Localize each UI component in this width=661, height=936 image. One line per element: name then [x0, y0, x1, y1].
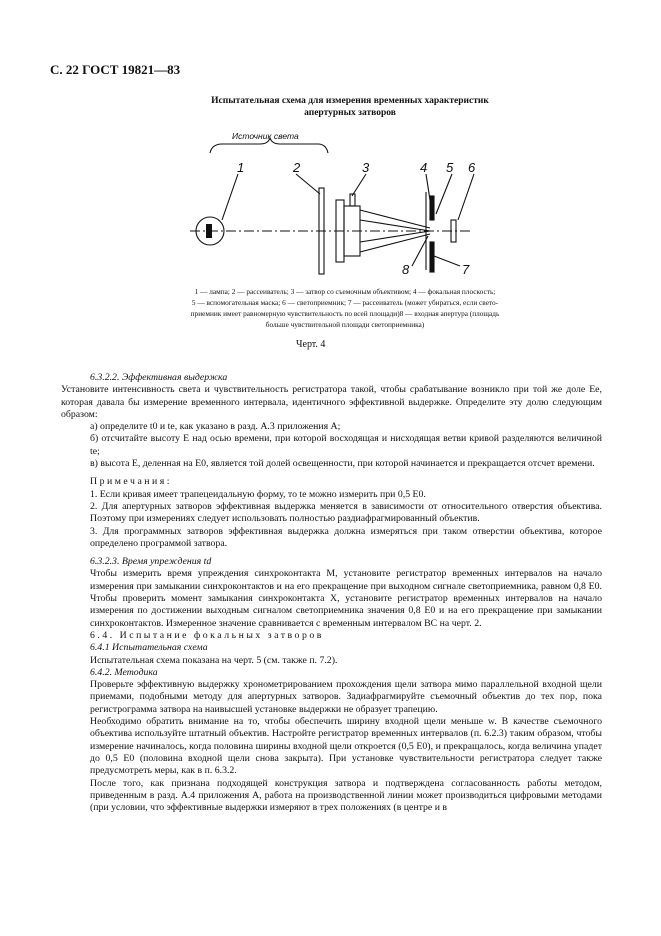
figure-title-line2: апертурных затворов [304, 108, 396, 118]
label-8: 8 [402, 262, 410, 277]
auxiliary-mask-lower [430, 242, 434, 272]
section-6323-para1: Чтобы измерить время упреждения синхроконтакта M, установите регистратор временных интервалов на начало измерения при замыкании синхроконтактов и на его прекращение при выходном сигнале светоприемника, равном 0,8 E0. Чтобы проверить момент замыкания синхроконтакта X, установите регистратор временных интервалов на начало измерения по достижении выходным сигналом светоприемника значения 0,8 E0 и на его прекращение при замыкании синхроконтактов. Измеренное значение сравнивается с временным интервалом ВС на черт. 2. [90, 568, 602, 629]
section-6322-item-b: б) отсчитайте высоту E над осью времени, при которой восходящая и нисходящая ветви кривой разделяются величиной te; [90, 433, 602, 457]
note-3: 3. Для программных затворов эффективная выдержка должна измеряться при таком отверстии объектива, которое определено программой затвора. [90, 525, 602, 549]
notes-title: Примечания: [90, 476, 173, 488]
section-642-para2: Необходимо обратить внимание на то, чтобы обеспечить ширину входной щели меньше w. В качестве съемочного объектива используйте штатный объектив. Настройте регистратор временных интервалов (п. 6.2.3) таким образом, чтобы измерение начиналось, когда половина ширины входной щели откроется (0,5 E0), и прекращалось, когда величина упадет до 0,5 E0 (половина входной щели снова закрыта). При установке чувствительности регистратора следует также предусмотреть меры, как в п. 6.3.2. [90, 716, 602, 777]
shutter-test-diagram [180, 128, 510, 278]
note-1: 1. Если кривая имеет трапецеидальную форму, то te можно измерить при 0,5 E0. [90, 488, 426, 500]
section-642-title: 6.4.2. Методика [90, 666, 158, 678]
section-641-title: 6.4.1 Испытательная схема [90, 642, 208, 654]
source-label: Источник света [232, 131, 299, 141]
section-64-title: 6.4. Испытание фокальных затворов [90, 629, 324, 641]
legend-line-4: больше чувствительной площади светоприемника) [265, 320, 425, 329]
document-body [61, 372, 602, 814]
legend-line-3: приемник имеет равномерную чувствительность по всей площади)8 — входная апертура (площадь [190, 309, 500, 318]
section-641-para: Испытательная схема показана на черт. 5 (см. также п. 7.2). [90, 654, 338, 666]
label-2: 2 [293, 160, 301, 175]
section-642-para1: Проверьте эффективную выдержку хронометрированием прохождения щели затвора мимо параллельной входной щели приемами, подобными методу для апертурных затворов. Задиафрагмируйте съемочный объектив до тех пор, пока регистрограмма затвора на наивысшей установке выдержки не образует трапецию. [90, 679, 602, 715]
figure-title [120, 95, 580, 119]
label-4: 4 [420, 160, 428, 175]
section-6323-title: 6.3.2.3. Время упреждения td [90, 556, 212, 568]
legend-line-1: 1 — лампа; 2 — рассеиватель; 3 — затвор со съемочным объективом; 4 — фокальная плоскость; [194, 287, 496, 296]
lamp-filament [206, 224, 212, 238]
figure-legend [110, 286, 580, 330]
page-header: С. 22 ГОСТ 19821—83 [50, 62, 181, 77]
note-2: 2. Для апертурных затворов эффективная выдержка меняется в зависимости от относительного отверстия объектива. Поэтому при измерениях следует использовать полностью раздиафрагмированный объектив. [90, 500, 602, 525]
figure-title-line1: Испытательная схема для измерения временных характеристик [211, 96, 489, 106]
label-3: 3 [362, 160, 370, 175]
section-6322-para1: Установите интенсивность света и чувствительность регистратора такой, чтобы срабатывание возникло при той же доле Eе, которая давала бы измерение временного интервала, идентичного эффективной выдержке. Определите эту долю следующим образом: [61, 384, 602, 420]
section-642-para3: После того, как признана подходящей конструкция затвора и подтверждена согласованность работы методом, приведенным в разд. А.4 приложения А, работа на производственной линии может производиться цифровыми методами (при условии, что эффективные выдержки измеряют в трех положениях (в центре и в [90, 777, 602, 814]
legend-line-2: 5 — вспомогательная маска; 6 — светоприемник; 7 — рассеиватель (может убираться, если свето- [191, 298, 499, 307]
section-6322-item-c: в) высота E, деленная на E0, является той долей освещенности, при которой начинается и прекращается отсчет времени. [90, 458, 595, 470]
label-5: 5 [446, 160, 454, 175]
figure-caption: Черт. 4 [296, 339, 326, 350]
label-7: 7 [462, 262, 470, 277]
label-1: 1 [237, 160, 245, 175]
section-6322-title: 6.3.2.2. Эффективная выдержка [90, 372, 228, 383]
auxiliary-mask [430, 196, 434, 220]
label-6: 6 [468, 160, 476, 175]
section-6322-item-a: а) определите t0 и te, как указано в разд. А.3 приложения А; [90, 421, 341, 433]
